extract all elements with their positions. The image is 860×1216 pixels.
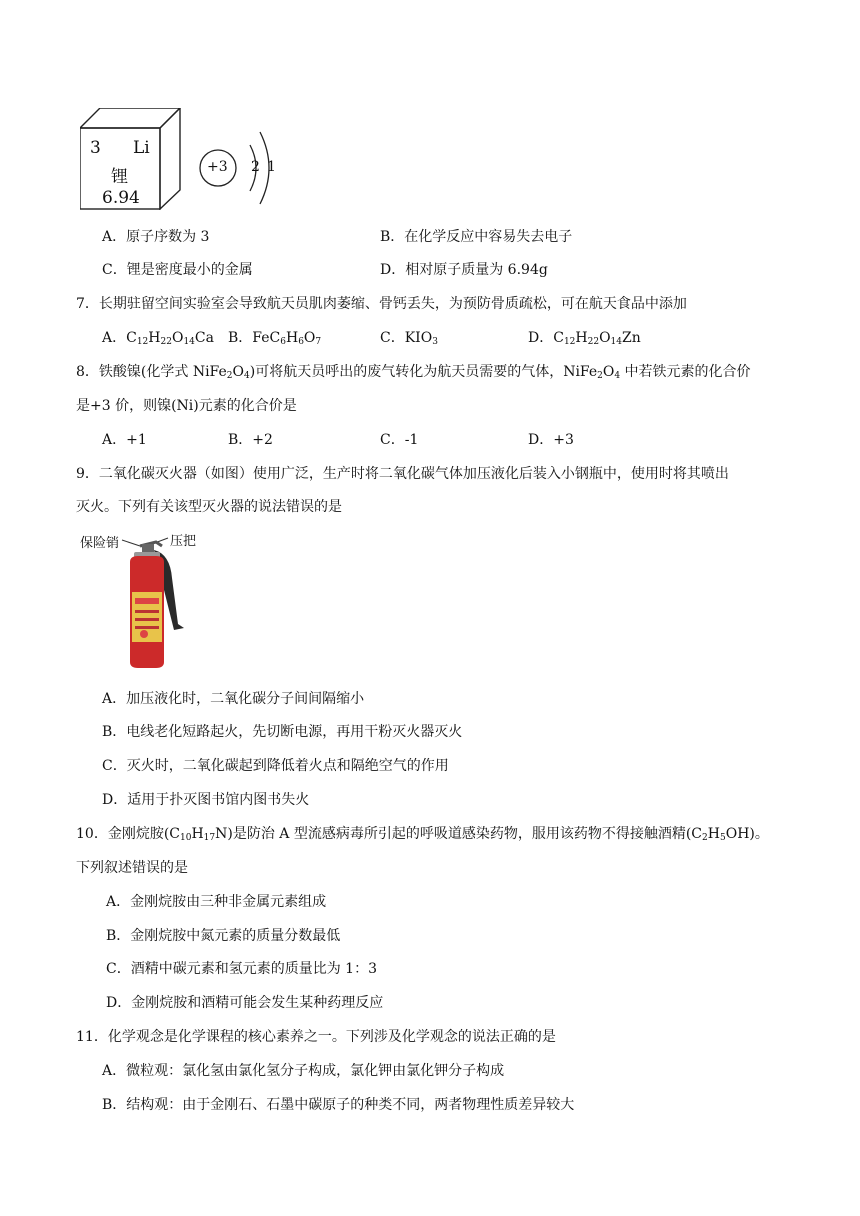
q8-option-c: C．-1 (380, 432, 419, 448)
q7-option-a: A．$C_{12}H_{22}O_{14}Ca$ (102, 330, 214, 347)
q10-option-c: C．酒精中碳元素和氢元素的质量比为 1：3 (106, 961, 377, 977)
shell2-electrons: 1 (267, 159, 276, 175)
q11-option-a: A．微粒观：氯化氢由氯化氢分子构成，氯化钾由氯化钾分子构成 (102, 1063, 505, 1079)
q7-stem: 7．长期驻留空间实验室会导致航天员肌肉萎缩、骨钙丢失，为预防骨质疏松，可在航天食品中添加 (76, 296, 687, 312)
q10-option-a: A．金刚烷胺由三种非金属元素组成 (106, 894, 327, 910)
q6-option-d: D．相对原子质量为 6.94g (380, 262, 548, 278)
q6-option-c: C．锂是密度最小的金属 (102, 262, 253, 278)
q11-stem: 11．化学观念是化学课程的核心素养之一。下列涉及化学观念的说法正确的是 (76, 1029, 556, 1045)
element-symbol: Li (133, 138, 150, 158)
q9-option-d: D．适用于扑灭图书馆内图书失火 (102, 792, 310, 808)
element-name: 锂 (111, 167, 128, 187)
q7-option-d: D．$C_{12}H_{22}O_{14}Zn$ (528, 330, 641, 347)
q7-option-c: C．$KIO_3$ (380, 330, 438, 347)
label-handle: 压把 (170, 534, 197, 549)
q8-option-d: D．+3 (528, 432, 574, 448)
label-safety-pin: 保险销 (80, 536, 120, 551)
q8-stem-line2: 是+3 价，则镍(Ni)元素的化合价是 (76, 398, 297, 414)
q8-option-a: A．+1 (102, 432, 147, 448)
q6-option-b: B．在化学反应中容易失去电子 (380, 229, 573, 245)
q9-stem-line2: 灭火。下列有关该型灭火器的说法错误的是 (76, 499, 342, 515)
q11-option-b: B．结构观：由于金刚石、石墨中碳原子的种类不同，两者物理性质差异较大 (102, 1097, 575, 1113)
q8-stem-line1: 8．铁酸镍(化学式 $NiFe_2O_4$)可将航天员呼出的废气转化为航天员需要的气体，$NiFe_2O_4$ 中若铁元素的化合价 (76, 364, 751, 381)
q10-option-d: D．金刚烷胺和酒精可能会发生某种药理反应 (106, 995, 384, 1011)
q10-option-b: B．金刚烷胺中氮元素的质量分数最低 (106, 928, 341, 944)
q10-stem-line1: 10．金刚烷胺$(C_{10}H_{17}N)$是防治 A 型流感病毒所引起的呼吸道感染药物，服用该药物不得接触酒精$(C_2H_5OH)$。 (76, 826, 769, 843)
q9-option-b: B．电线老化短路起火，先切断电源，再用干粉灭火器灭火 (102, 724, 463, 740)
atomic-number: 3 (90, 138, 101, 158)
shell1-electrons: 2 (251, 159, 260, 175)
q7-option-b: B．$FeC_6H_6O_7$ (228, 330, 322, 347)
q10-stem-line2: 下列叙述错误的是 (76, 860, 188, 876)
q9-option-a: A．加压液化时，二氧化碳分子间间隔缩小 (102, 691, 365, 707)
q8-option-b: B．+2 (228, 432, 273, 448)
nucleus-charge: +3 (207, 159, 228, 175)
q9-option-c: C．灭火时，二氧化碳起到降低着火点和隔绝空气的作用 (102, 758, 449, 774)
atomic-mass: 6.94 (102, 188, 140, 208)
q9-stem-line1: 9．二氧化碳灭火器（如图）使用广泛，生产时将二氧化碳气体加压液化后装入小钢瓶中，使用时将其喷出 (76, 466, 729, 482)
q6-option-a: A．原子序数为 3 (102, 229, 210, 245)
